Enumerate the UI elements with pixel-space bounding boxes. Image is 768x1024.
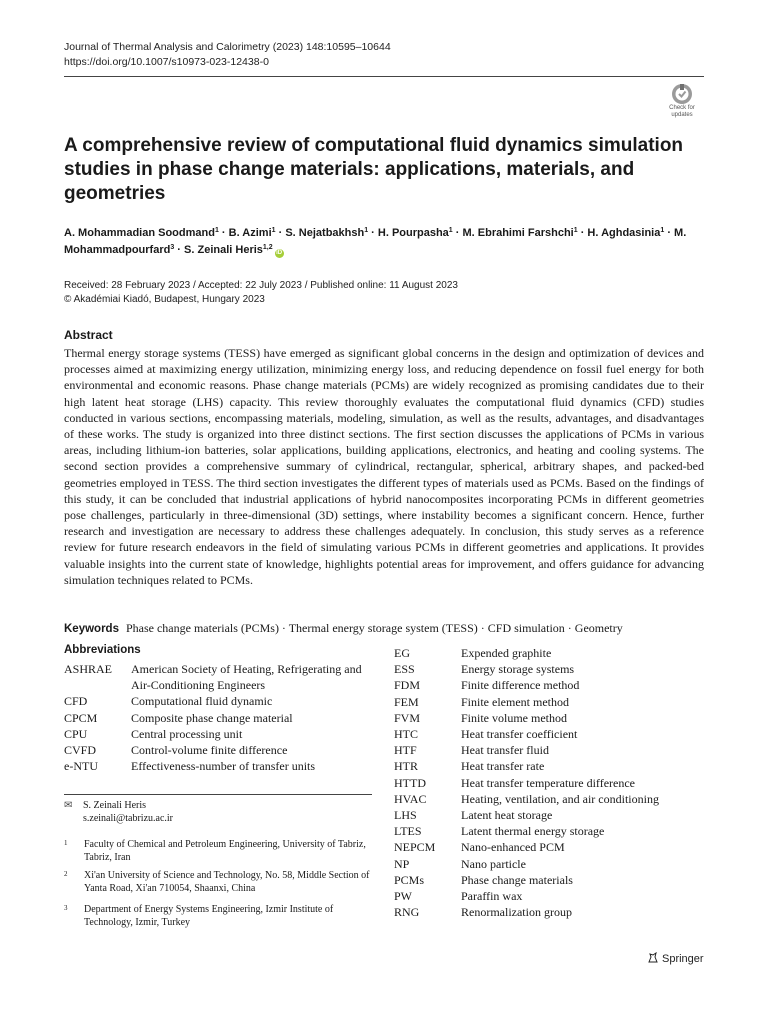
abbreviation-row	[64, 693, 374, 709]
author-affiliation-sup: 3	[170, 244, 175, 251]
author-affiliation-sup: 1	[448, 227, 453, 234]
abbreviation-term: RNG	[394, 905, 420, 920]
abbreviation-row	[64, 726, 374, 742]
check-for-updates-badge[interactable]	[661, 83, 703, 125]
affiliation-number: 2	[64, 870, 68, 878]
abbreviation-row	[64, 758, 374, 774]
abbreviation-definition: Latent thermal energy storage	[461, 824, 605, 839]
author-name[interactable]: A. Mohammadian Soodmand	[64, 227, 215, 239]
abbreviations-left-column	[64, 661, 374, 774]
abbreviation-definition: Finite difference method	[461, 678, 580, 693]
abbreviation-term: HVAC	[394, 791, 427, 806]
abbreviation-definition: Composite phase change material	[131, 710, 293, 725]
abbreviation-term: HTF	[394, 743, 417, 758]
author-name[interactable]: S. Zeinali Heris	[184, 244, 263, 256]
abbreviation-definition: Heat transfer coefficient	[461, 727, 578, 742]
abbreviation-term: PCMs	[394, 872, 425, 887]
abbreviation-row	[394, 694, 714, 710]
abbreviation-term: ESS	[394, 662, 415, 677]
author-affiliation-sup: 1	[214, 227, 219, 234]
abbreviation-row	[394, 791, 714, 807]
author-affiliation-sup: 1	[364, 227, 369, 234]
abbreviation-term: CPU	[64, 726, 88, 741]
check-updates-icon	[671, 83, 693, 105]
abstract-heading: Abstract	[64, 328, 113, 342]
abbreviation-row	[64, 710, 374, 726]
abbreviation-definition: Finite element method	[461, 694, 569, 709]
abbreviation-row	[394, 645, 714, 661]
corresponding-name: S. Zeinali Heris	[83, 800, 147, 811]
abbreviation-definition: Paraffin wax	[461, 889, 523, 904]
abbreviation-row	[64, 661, 374, 693]
abbreviation-term: EG	[394, 646, 410, 660]
author-separator: ·	[218, 227, 229, 239]
abbreviation-definition: Control-volume finite difference	[131, 743, 288, 758]
abbreviation-row	[394, 742, 714, 758]
abbreviation-row	[394, 710, 714, 726]
abbreviation-term: FVM	[394, 710, 421, 725]
author-separator: ·	[577, 227, 588, 239]
abbreviation-definition: American Society of Heating, Refrigerating and Air-Conditioning Engineers	[131, 662, 362, 693]
abbreviation-term: FEM	[394, 694, 419, 709]
abbreviation-term: NP	[394, 856, 410, 871]
abbreviation-row	[394, 888, 714, 904]
abbreviation-definition: Nano-enhanced PCM	[461, 840, 565, 855]
abbreviation-definition: Phase change materials	[461, 872, 573, 887]
check-updates-label-2: updates	[671, 111, 693, 118]
abbreviation-row	[394, 856, 714, 872]
keywords-label: Keywords	[64, 623, 119, 635]
abbreviation-definition: Renormalization group	[461, 905, 572, 920]
abbreviations-right-column	[394, 645, 714, 920]
abbreviation-row	[394, 904, 714, 920]
keywords	[64, 620, 623, 637]
author-affiliation-sup: 1,2	[262, 244, 273, 251]
keywords-text: Phase change materials (PCMs) · Thermal energy storage system (TESS) · CFD simulation · Geometry	[125, 621, 623, 635]
author-name[interactable]: M. Mohammadpourfard	[64, 227, 687, 256]
author-affiliation-sup: 1	[660, 227, 665, 234]
author-separator: ·	[174, 244, 185, 256]
abbreviation-definition: Effectiveness-number of transfer units	[131, 759, 316, 774]
author-affiliation-sup: 1	[271, 227, 276, 234]
author-name[interactable]: H. Aghdasinia	[587, 227, 661, 239]
author-separator: ·	[368, 227, 378, 239]
abbreviation-definition: Heat transfer fluid	[461, 743, 549, 758]
author-name[interactable]: B. Azimi	[228, 227, 272, 239]
abbreviation-term: LTES	[394, 824, 422, 839]
author-name[interactable]: S. Nejatbakhsh	[285, 227, 365, 239]
publisher-logo	[647, 952, 704, 965]
abbreviations-heading: Abbreviations	[64, 644, 141, 656]
author-list	[64, 225, 714, 259]
abbreviation-term: e-NTU	[64, 759, 98, 774]
abbreviation-row	[394, 726, 714, 742]
abbreviation-row	[394, 839, 714, 855]
orcid-icon[interactable]: iD	[276, 250, 283, 256]
affiliation-text: Department of Energy Systems Engineering, Izmir Institute of Technology, Izmir, Turkey	[84, 904, 334, 928]
check-updates-label-1: Check for	[669, 105, 695, 111]
affiliation-1	[64, 838, 374, 864]
abbreviation-row	[394, 807, 714, 823]
abbreviation-term: HTC	[394, 727, 418, 742]
abbreviation-row	[394, 661, 714, 677]
abbreviation-definition: Heating, ventilation, and air conditioning	[461, 791, 659, 806]
author-separator: ·	[275, 227, 286, 239]
author-separator: ·	[452, 227, 463, 239]
affiliation-text: Faculty of Chemical and Petroleum Engineering, University of Tabriz, Tabriz, Iran	[84, 839, 366, 863]
abbreviation-row	[64, 742, 374, 758]
abbreviation-term: HTTD	[394, 775, 426, 790]
abbreviation-row	[394, 872, 714, 888]
envelope-icon: ✉	[64, 800, 73, 811]
abbreviation-definition: Central processing unit	[131, 726, 243, 741]
received-accepted-published: Received: 28 February 2023 / Accepted: 22 July 2023 / Published online: 11 August 2023	[64, 280, 458, 291]
affiliation-3	[64, 903, 374, 929]
abbreviation-term: CFD	[64, 694, 88, 709]
publisher-name: Springer	[662, 953, 704, 965]
corresponding-author	[64, 799, 173, 825]
abbreviation-definition: Nano particle	[461, 856, 526, 871]
author-separator: ·	[664, 227, 675, 239]
abbreviation-term: CPCM	[64, 710, 98, 725]
abbreviation-definition: Finite volume method	[461, 710, 567, 725]
abbreviation-definition: Heat transfer rate	[461, 759, 545, 774]
abbreviation-term: HTR	[394, 759, 418, 774]
author-name[interactable]: M. Ebrahimi Farshchi	[462, 227, 574, 239]
doi-link[interactable]: https://doi.org/10.1007/s10973-023-12438-0	[64, 56, 269, 68]
copyright-line: © Akadémiai Kiadó, Budapest, Hungary 2023	[64, 294, 265, 305]
abbreviation-row	[394, 677, 714, 693]
abbreviation-definition: Expended graphite	[461, 646, 552, 660]
article-title: A comprehensive review of computational fluid dynamics simulation studies in phase change materials: applications, materials, and geometries	[64, 135, 684, 204]
abbreviation-row	[394, 758, 714, 774]
springer-horse-icon	[647, 952, 659, 964]
abbreviation-term: CVFD	[64, 743, 97, 758]
corresponding-email[interactable]: s.zeinali@tabrizu.ac.ir	[83, 813, 173, 824]
abbreviation-row	[394, 823, 714, 839]
footnote-rule	[64, 794, 372, 795]
affiliation-number: 1	[64, 839, 68, 847]
abbreviation-definition: Energy storage systems	[461, 662, 575, 677]
affiliation-2	[64, 869, 374, 895]
journal-citation: Journal of Thermal Analysis and Calorimetry (2023) 148:10595–10644	[64, 41, 391, 53]
abstract-text: Thermal energy storage systems (TESS) have emerged as significant global concerns in the design and optimization of devices and processes aimed at maximizing energy utilization, minimizing energy loss, and reducing dependence on fossil fuel energy for both environmental and economic reasons. Phase change materials (PCMs) are widely recognized as promising candidates due to their high latent heat storage (LHS) capacity. This review thoroughly evaluates the computational fluid dynamics (CFD) studies conducted in various sections, encompassing materials, modeling, simulation, as well as the results, advantages, and disadvantages of these works. The study is organized into three distinct sections. The first section discusses the applications of PCMs in various areas, including lithium-ion batteries, solar applications, building applications, electronics, and heating and cooling systems. The second section provides a comprehensive summary of cylindrical, rectangular, spherical, arbitrary shapes, and packed-bed geometries employed in TESS. The third section investigates the different types of materials used as PCMs. Based on the findings of this study, it can be concluded that industrial applications of hybrid nanocomposites incorporating PCMs in different geometries pose challenges, particularly in three-dimensional (3D) settings, where instability becomes a significant concern. Hence, further research and investigation are necessary to address these challenges adequately. In conclusion, this study serves as a reference review for future research endeavors in the field of simulating various PCMs in different geometries and applications. It provides valuable insights into the current state of knowledge, highlights potential areas for improvement, and offers guidance for advancing simulation techniques related to PCMs.	[64, 346, 704, 587]
affiliation-number: 3	[64, 904, 68, 912]
author-affiliation-sup: 1	[573, 227, 578, 234]
abbreviation-term: NEPCM	[394, 840, 436, 855]
abbreviation-term: ASHRAE	[64, 662, 113, 676]
abbreviation-definition: Heat transfer temperature difference	[461, 775, 636, 790]
author-name[interactable]: H. Pourpasha	[377, 227, 449, 239]
abbreviation-term: LHS	[394, 808, 417, 823]
abbreviation-term: FDM	[394, 678, 421, 693]
abbreviation-definition: Computational fluid dynamic	[131, 694, 273, 709]
abbreviation-term: PW	[394, 889, 412, 904]
journal-header	[64, 40, 391, 70]
header-rule	[64, 76, 704, 77]
publication-dates	[64, 279, 458, 307]
abbreviation-definition: Latent heat storage	[461, 808, 553, 823]
abbreviation-row	[394, 775, 714, 791]
affiliation-text: Xi'an University of Science and Technology, No. 58, Middle Section of Yanta Road, Xi'an 710054, Shaanxi, China	[84, 870, 370, 894]
